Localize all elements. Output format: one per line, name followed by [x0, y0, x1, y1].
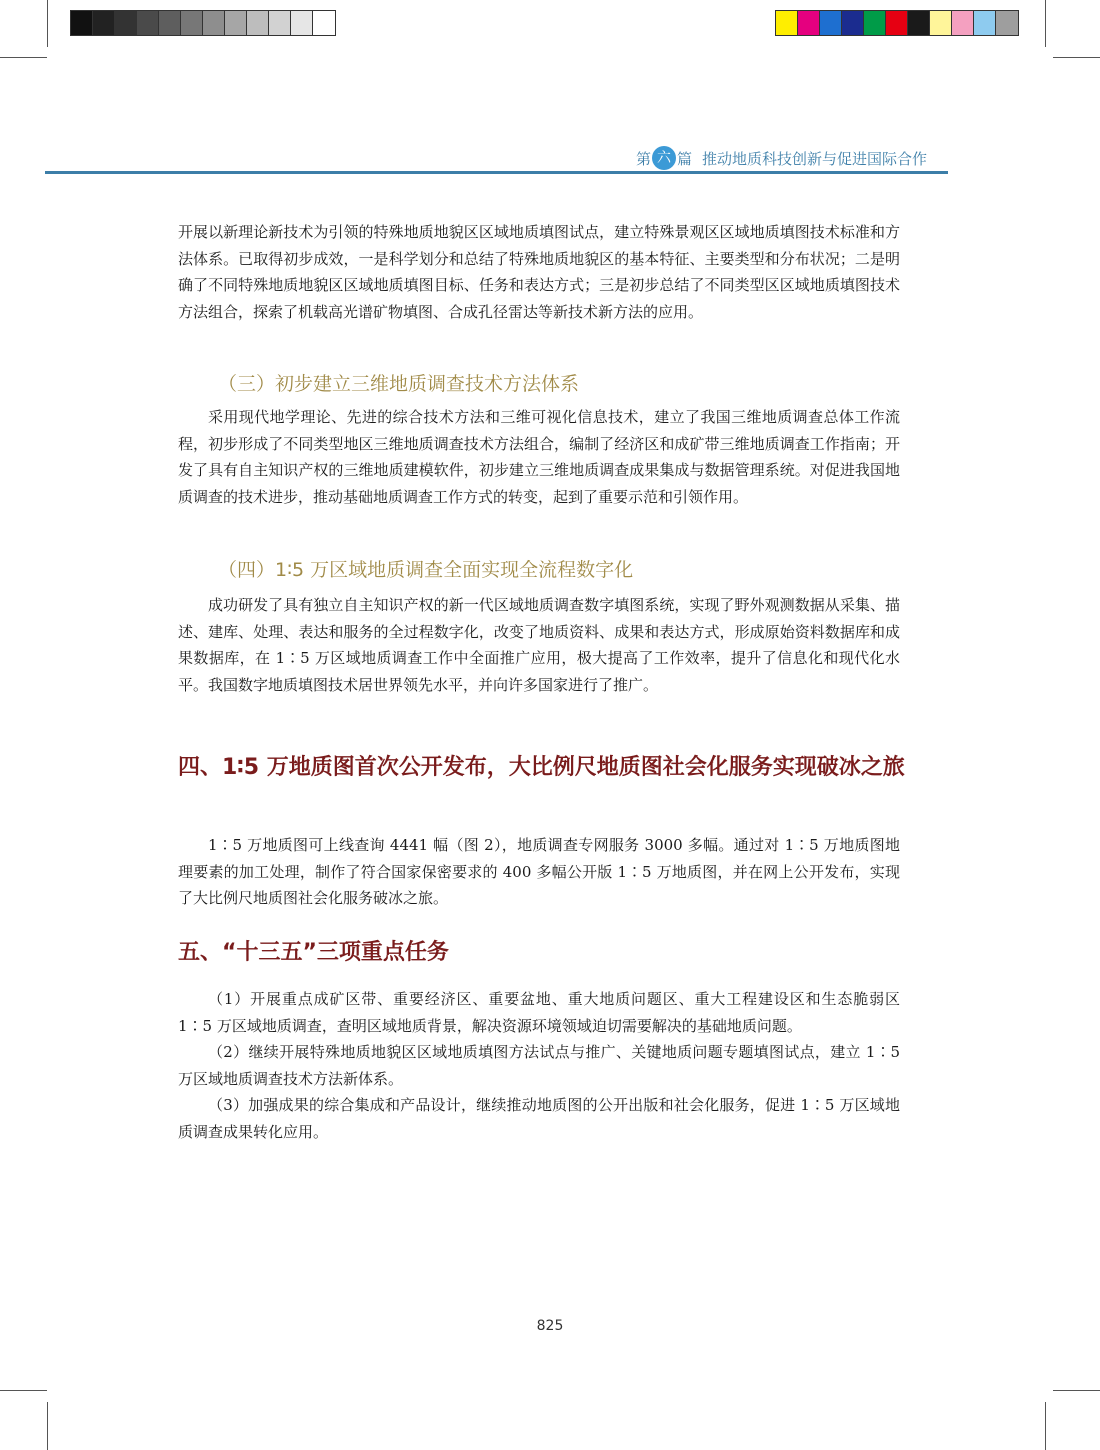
paragraph: [178, 592, 900, 698]
calibration-swatch: [886, 11, 908, 35]
calibration-swatch: [864, 11, 886, 35]
calibration-swatch: [181, 11, 203, 35]
part-prefix: 第: [636, 149, 652, 168]
calibration-swatch: [159, 11, 181, 35]
crop-mark: [47, 0, 48, 47]
header-rule: [45, 171, 948, 174]
calibration-swatch: [269, 11, 291, 35]
section-heading: 四、1∶5 万地质图首次公开发布，大比例尺地质图社会化服务实现破冰之旅: [178, 755, 905, 780]
paragraph: [178, 404, 900, 510]
calibration-swatch: [137, 11, 159, 35]
crop-mark: [47, 1402, 48, 1450]
task-list: [178, 986, 900, 1145]
calibration-swatch: [908, 11, 930, 35]
crop-mark: [0, 1390, 47, 1391]
crop-mark: [1045, 0, 1046, 47]
part-number-badge: 六: [652, 146, 676, 170]
calibration-swatch: [93, 11, 115, 35]
page-number: 825: [536, 1318, 564, 1334]
crop-mark: [1045, 1402, 1046, 1450]
crop-mark: [1053, 1390, 1100, 1391]
subsection-heading: （三）初步建立三维地质调查技术方法体系: [218, 373, 580, 395]
calibration-swatch: [798, 11, 820, 35]
calibration-swatch: [996, 11, 1018, 35]
paragraph-text: 成功研发了具有独立自主知识产权的新一代区域地质调查数字填图系统，实现了野外观测数据从采集、描述、建库、处理、表达和服务的全过程数字化，改变了地质资料、成果和表达方式，形成原始资料数据库和成果数据库，在 1∶5 万区域地质调查工作中全面推广应用，极大提高了工作效率，提升了信息化和现代化水平。我国数字地质填图技术居世界领先水平，并向许多国家进行了推广。: [178, 596, 900, 694]
calibration-swatch: [313, 11, 335, 35]
calibration-swatch: [974, 11, 996, 35]
color-calibration-bar: [775, 10, 1019, 36]
paragraph-text: 开展以新理论新技术为引领的特殊地质地貌区区域地质填图试点，建立特殊景观区区域地质填图技术标准和方法体系。已取得初步成效，一是科学划分和总结了特殊地质地貌区的基本特征、主要类型和分布状况；二是明确了不同特殊地质地貌区区域地质填图目标、任务和表达方式；三是初步总结了不同类型区区域地质填图技术方法组合，探索了机载高光谱矿物填图、合成孔径雷达等新技术新方法的应用。: [178, 223, 900, 321]
paragraph-text: 采用现代地学理论、先进的综合技术方法和三维可视化信息技术，建立了我国三维地质调查总体工作流程，初步形成了不同类型地区三维地质调查技术方法组合，编制了经济区和成矿带三维地质调查工作指南；开发了具有自主知识产权的三维地质建模软件，初步建立三维地质调查成果集成与数据管理系统。对促进我国地质调查的技术进步，推动基础地质调查工作方式的转变，起到了重要示范和引领作用。: [178, 408, 900, 506]
calibration-swatch: [842, 11, 864, 35]
paragraph: [178, 219, 900, 325]
part-suffix: 篇: [677, 149, 693, 168]
list-item: （3）加强成果的综合集成和产品设计，继续推动地质图的公开出版和社会化服务，促进 1∶5 万区域地质调查成果转化应用。: [178, 1096, 900, 1141]
running-header: [636, 146, 948, 170]
header-title: 推动地质科技创新与促进国际合作: [702, 149, 928, 168]
list-item: （1）开展重点成矿区带、重要经济区、重要盆地、重大地质问题区、重大工程建设区和生态脆弱区 1∶5 万区域地质调查，查明区域地质背景，解决资源环境领域迫切需要解决的基础地质问题。: [178, 990, 900, 1035]
calibration-swatch: [225, 11, 247, 35]
calibration-swatch: [776, 11, 798, 35]
section-heading: 五、“十三五”三项重点任务: [178, 940, 449, 965]
calibration-swatch: [820, 11, 842, 35]
grayscale-calibration-bar: [70, 10, 336, 36]
calibration-swatch: [203, 11, 225, 35]
calibration-swatch: [930, 11, 952, 35]
calibration-swatch: [71, 11, 93, 35]
crop-mark: [0, 57, 47, 58]
subsection-heading: （四）1∶5 万区域地质调查全面实现全流程数字化: [218, 559, 634, 581]
calibration-swatch: [952, 11, 974, 35]
list-item: （2）继续开展特殊地质地貌区区域地质填图方法试点与推广、关键地质问题专题填图试点，建立 1∶5 万区域地质调查技术方法新体系。: [178, 1043, 900, 1088]
calibration-swatch: [115, 11, 137, 35]
paragraph-text: 1∶5 万地质图可上线查询 4441 幅（图 2），地质调查专网服务 3000 多幅。通过对 1∶5 万地质图地理要素的加工处理，制作了符合国家保密要求的 400 多幅公开版 1∶5 万地质图，并在网上公开发布，实现了大比例尺地质图社会化服务破冰之旅。: [178, 836, 900, 907]
crop-mark: [1053, 57, 1100, 58]
calibration-swatch: [247, 11, 269, 35]
paragraph: [178, 832, 900, 912]
calibration-swatch: [291, 11, 313, 35]
